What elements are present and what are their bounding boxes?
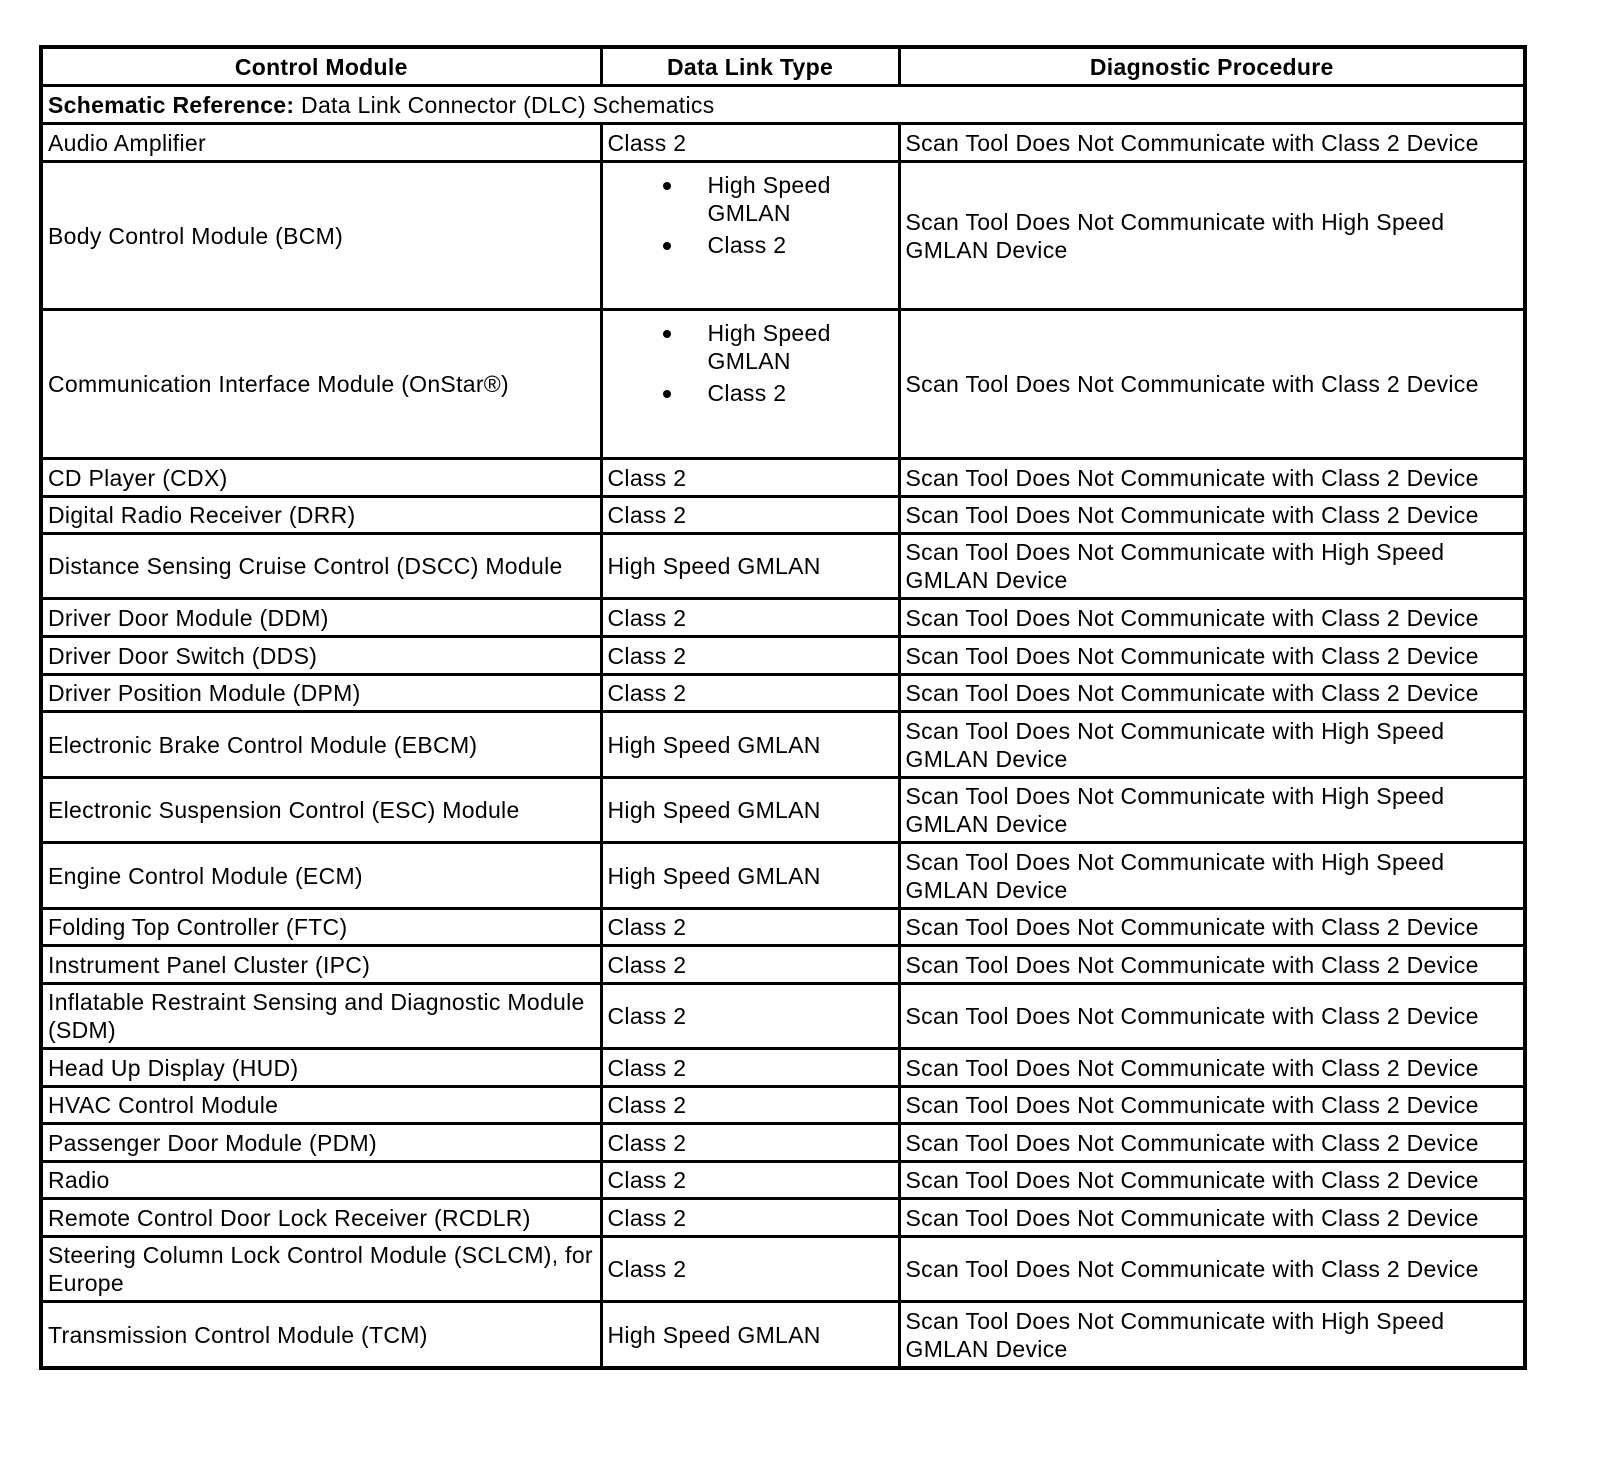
data-link-type-cell: Class 2	[601, 1237, 899, 1302]
control-module-cell: Digital Radio Receiver (DRR)	[41, 497, 601, 534]
schematic-reference-row	[41, 86, 1525, 124]
control-module-cell: Audio Amplifier	[41, 124, 601, 162]
schematic-reference-label: Schematic Reference:	[48, 91, 295, 118]
diagnostic-procedure-cell: Scan Tool Does Not Communicate with Class 2 Device	[899, 599, 1525, 637]
table-row	[41, 124, 1525, 162]
control-module-cell: Body Control Module (BCM)	[41, 162, 601, 310]
table-row	[41, 1049, 1525, 1087]
data-link-type-cell: High Speed GMLAN	[601, 534, 899, 599]
diagnostic-procedure-cell: Scan Tool Does Not Communicate with High Speed GMLAN Device	[899, 534, 1525, 599]
data-link-type-cell: High Speed GMLAN	[601, 843, 899, 909]
data-link-type-cell: Class 2	[601, 946, 899, 984]
table-row	[41, 946, 1525, 984]
control-module-cell: Electronic Brake Control Module (EBCM)	[41, 712, 601, 778]
control-module-cell: Electronic Suspension Control (ESC) Module	[41, 778, 601, 843]
diagnostic-procedure-cell: Scan Tool Does Not Communicate with Class 2 Device	[899, 984, 1525, 1049]
data-link-type-cell: Class 2	[601, 497, 899, 534]
header-control-module: Control Module	[41, 47, 601, 86]
table-row	[41, 712, 1525, 778]
diagnostic-procedure-cell: Scan Tool Does Not Communicate with High Speed GMLAN Device	[899, 843, 1525, 909]
diagnostic-procedure-cell: Scan Tool Does Not Communicate with Class 2 Device	[899, 1199, 1525, 1237]
data-link-type-cell: Class 2	[601, 1087, 899, 1124]
diagnostic-procedure-cell: Scan Tool Does Not Communicate with Class 2 Device	[899, 1049, 1525, 1087]
control-module-cell: Head Up Display (HUD)	[41, 1049, 601, 1087]
table-row	[41, 909, 1525, 946]
control-module-cell: Communication Interface Module (OnStar®)	[41, 310, 601, 459]
data-link-type-cell: High Speed GMLAN	[601, 1302, 899, 1369]
data-link-type-cell: Class 2	[601, 675, 899, 712]
data-link-list-item: High Speed GMLAN	[708, 319, 848, 375]
data-link-type-cell: Class 2	[601, 1199, 899, 1237]
schematic-reference-link: Data Link Connector (DLC) Schematics	[294, 91, 715, 118]
control-module-cell: HVAC Control Module	[41, 1087, 601, 1124]
data-link-list-item: Class 2	[708, 231, 893, 259]
schematic-reference	[41, 86, 1525, 124]
diagnostic-procedure-cell: Scan Tool Does Not Communicate with High Speed GMLAN Device	[899, 778, 1525, 843]
table-row	[41, 1124, 1525, 1162]
diagnostic-procedure-cell: Scan Tool Does Not Communicate with Class 2 Device	[899, 310, 1525, 459]
diagnostic-procedure-cell: Scan Tool Does Not Communicate with Class 2 Device	[899, 124, 1525, 162]
table-row	[41, 459, 1525, 497]
diagnostic-procedure-cell: Scan Tool Does Not Communicate with High Speed GMLAN Device	[899, 162, 1525, 310]
diagnostic-procedure-cell: Scan Tool Does Not Communicate with Class 2 Device	[899, 1237, 1525, 1302]
data-link-type-cell: High Speed GMLAN	[601, 778, 899, 843]
table-row	[41, 1237, 1525, 1302]
data-link-type-cell: Class 2	[601, 459, 899, 497]
control-module-cell: Driver Door Switch (DDS)	[41, 637, 601, 675]
data-link-type-cell: Class 2	[601, 909, 899, 946]
diagnostic-procedure-cell: Scan Tool Does Not Communicate with Class 2 Device	[899, 637, 1525, 675]
header-data-link-type: Data Link Type	[601, 47, 899, 86]
diagnostic-procedure-cell: Scan Tool Does Not Communicate with High Speed GMLAN Device	[899, 712, 1525, 778]
module-data-link-table	[39, 45, 1527, 1370]
control-module-cell: Transmission Control Module (TCM)	[41, 1302, 601, 1369]
control-module-cell: Driver Position Module (DPM)	[41, 675, 601, 712]
table-row	[41, 675, 1525, 712]
data-link-list-item: High Speed GMLAN	[708, 171, 848, 227]
diagnostic-procedure-cell: Scan Tool Does Not Communicate with Class 2 Device	[899, 459, 1525, 497]
data-link-type-cell	[601, 310, 899, 459]
control-module-cell: Distance Sensing Cruise Control (DSCC) Module	[41, 534, 601, 599]
header-row	[41, 47, 1525, 86]
table-row	[41, 534, 1525, 599]
data-link-type-cell	[601, 162, 899, 310]
data-link-type-cell: Class 2	[601, 599, 899, 637]
diagnostic-procedure-cell: Scan Tool Does Not Communicate with Class 2 Device	[899, 909, 1525, 946]
table-row	[41, 1162, 1525, 1199]
header-diagnostic-procedure: Diagnostic Procedure	[899, 47, 1525, 86]
control-module-cell: Steering Column Lock Control Module (SCLCM), for Europe	[41, 1237, 601, 1302]
diagnostic-procedure-cell: Scan Tool Does Not Communicate with Class 2 Device	[899, 675, 1525, 712]
data-link-type-cell: Class 2	[601, 1124, 899, 1162]
control-module-cell: Engine Control Module (ECM)	[41, 843, 601, 909]
diagnostic-procedure-cell: Scan Tool Does Not Communicate with Class 2 Device	[899, 497, 1525, 534]
control-module-cell: Driver Door Module (DDM)	[41, 599, 601, 637]
table-row	[41, 637, 1525, 675]
table-row	[41, 1302, 1525, 1369]
control-module-cell: CD Player (CDX)	[41, 459, 601, 497]
table-row	[41, 310, 1525, 459]
data-link-list-item: Class 2	[708, 379, 893, 407]
data-link-type-cell: Class 2	[601, 1162, 899, 1199]
diagnostic-procedure-cell: Scan Tool Does Not Communicate with Class 2 Device	[899, 946, 1525, 984]
diagnostic-procedure-cell: Scan Tool Does Not Communicate with High Speed GMLAN Device	[899, 1302, 1525, 1369]
diagnostic-procedure-cell: Scan Tool Does Not Communicate with Class 2 Device	[899, 1162, 1525, 1199]
table-row	[41, 984, 1525, 1049]
table-row	[41, 599, 1525, 637]
table-row	[41, 1199, 1525, 1237]
data-link-type-cell: Class 2	[601, 637, 899, 675]
data-link-type-cell: Class 2	[601, 1049, 899, 1087]
control-module-cell: Passenger Door Module (PDM)	[41, 1124, 601, 1162]
diagnostic-procedure-cell: Scan Tool Does Not Communicate with Class 2 Device	[899, 1124, 1525, 1162]
table-row	[41, 843, 1525, 909]
data-link-type-cell: Class 2	[601, 984, 899, 1049]
control-module-cell: Instrument Panel Cluster (IPC)	[41, 946, 601, 984]
data-link-type-cell: High Speed GMLAN	[601, 712, 899, 778]
control-module-cell: Radio	[41, 1162, 601, 1199]
data-link-list	[608, 171, 893, 259]
data-link-list	[608, 319, 893, 407]
diagnostic-procedure-cell: Scan Tool Does Not Communicate with Class 2 Device	[899, 1087, 1525, 1124]
control-module-cell: Inflatable Restraint Sensing and Diagnostic Module (SDM)	[41, 984, 601, 1049]
table-row	[41, 1087, 1525, 1124]
control-module-cell: Remote Control Door Lock Receiver (RCDLR)	[41, 1199, 601, 1237]
control-module-cell: Folding Top Controller (FTC)	[41, 909, 601, 946]
table-row	[41, 497, 1525, 534]
table-row	[41, 162, 1525, 310]
table-row	[41, 778, 1525, 843]
data-link-type-cell: Class 2	[601, 124, 899, 162]
